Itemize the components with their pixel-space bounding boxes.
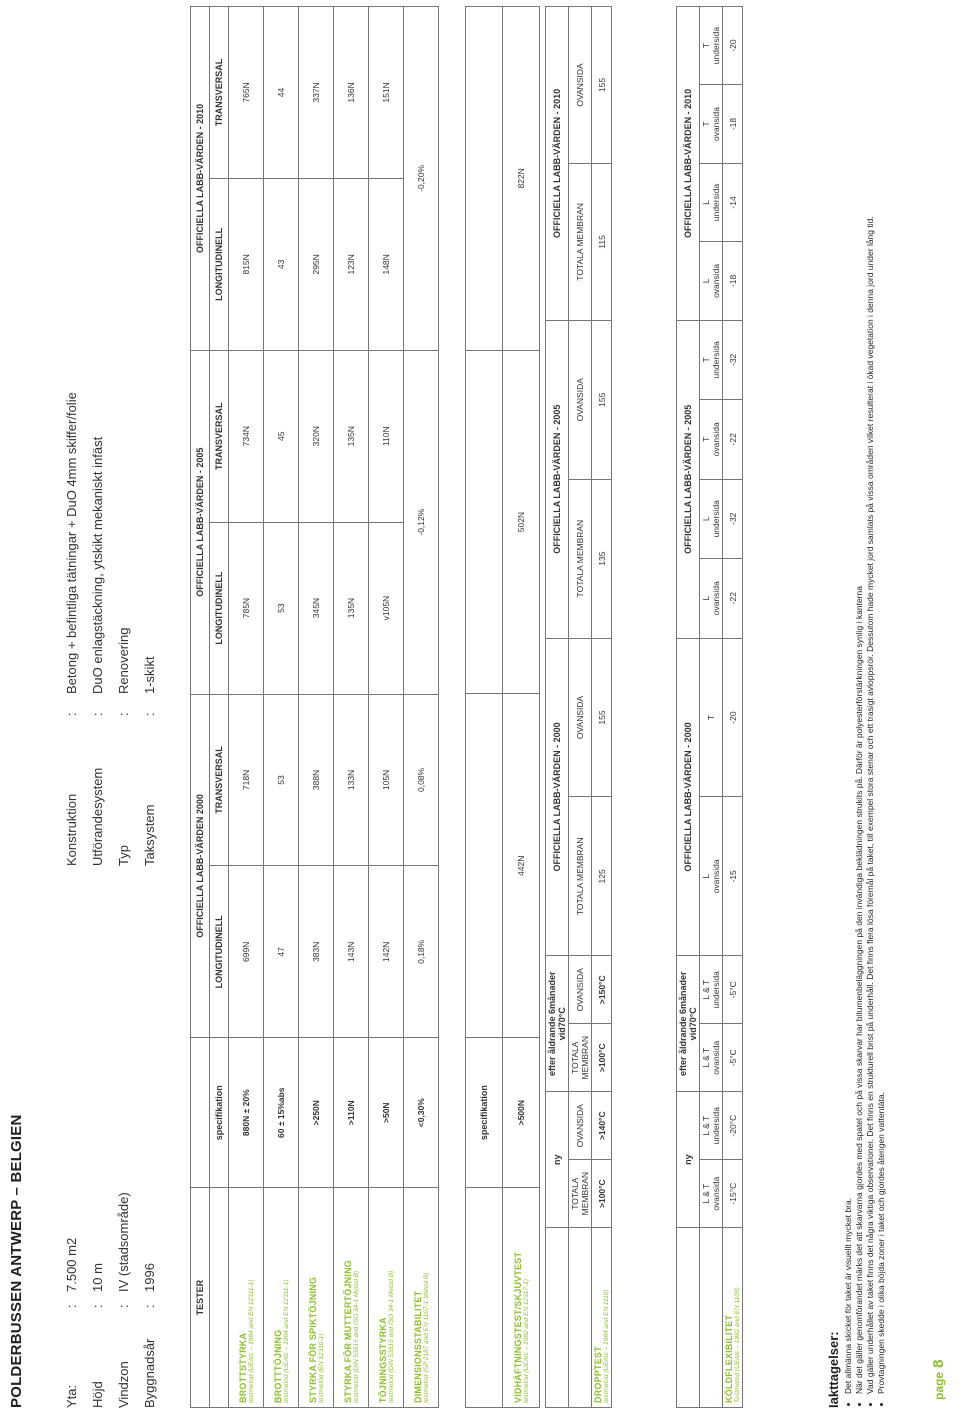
page-title: POLDERBUSSEN ANTWERP – BELGIEN — [8, 1114, 25, 1408]
header-long: LONGITUDINELL — [210, 178, 229, 350]
test-name: BROTTSTYRKA — [237, 1332, 248, 1403]
info-label: Vindzon — [116, 1361, 131, 1408]
cell: 142N — [369, 866, 404, 1038]
cell: -15 — [723, 797, 743, 956]
sub-header — [700, 320, 723, 399]
sub-top: L & T — [701, 1183, 711, 1204]
sub-header: TOTALA MEMBRAN — [569, 163, 592, 320]
test-name: STYRKA FÖR MUTTERTÖJNING — [342, 1260, 353, 1403]
sub-top: L — [701, 516, 711, 522]
test-method: testmetod (UEAtc – 1984 and EN 12311-1) — [282, 1279, 290, 1403]
table-row — [369, 7, 404, 1408]
table-row — [264, 7, 299, 1408]
cell: 155 — [592, 638, 612, 797]
cell: 320N — [299, 350, 334, 522]
test-method: testmetod (DIN 53515 and ISO 34-1 Metod B) — [352, 1270, 360, 1403]
cell: 765N — [229, 7, 264, 179]
header-trans: TRANSVERSAL — [210, 694, 229, 866]
cell: >100°C — [592, 1160, 612, 1228]
test-spec: <0,30% — [404, 1038, 439, 1188]
cell: 110N — [369, 350, 404, 522]
cell: 734N — [229, 350, 264, 522]
sub-top: T — [706, 714, 716, 721]
sub-header: OVANSIDA — [569, 956, 592, 1024]
test-spec: >50N — [369, 1038, 404, 1188]
cell: 388N — [299, 694, 334, 866]
sub-bottom: ovansida — [711, 1040, 721, 1075]
cell: 785N — [229, 522, 264, 694]
test-name: STYRKA FÖR SPIKTÖJNING — [307, 1276, 318, 1403]
info-label: Taksystem — [142, 804, 157, 866]
adhesion-table — [465, 6, 540, 1408]
cell: 699N — [229, 866, 264, 1038]
sub-header — [700, 241, 723, 320]
info-value: IV (stadsområde) — [116, 1192, 131, 1292]
sub-bottom: undersida — [711, 341, 721, 379]
info-value: 7.500 m2 — [64, 1237, 79, 1292]
cell: 136N — [334, 7, 369, 179]
sub-bottom: ovansida — [711, 422, 721, 457]
sub-header — [700, 638, 723, 797]
cell: 383N — [299, 866, 334, 1038]
info-value: Betong + befintliga tätningar + DuO 4mm skiffer/folie — [64, 392, 79, 694]
sub-header: OVANSIDA — [569, 638, 592, 797]
cell: 155 — [592, 7, 612, 164]
cell: -20°C — [723, 1092, 743, 1160]
sub-header: TOTALA MEMBRAN — [569, 1024, 592, 1092]
cell: -32 — [723, 320, 743, 399]
sub-bottom: undersida — [711, 500, 721, 538]
sub-bottom: ovansida — [711, 107, 721, 142]
test-spec: >500N — [503, 1038, 540, 1188]
sub-header — [700, 1024, 723, 1092]
cell: -0,20% — [404, 7, 439, 351]
header-long: LONGITUDINELL — [210, 522, 229, 694]
info-colon: : — [90, 1304, 105, 1308]
cell: 44 — [264, 7, 299, 179]
sub-bottom: ovansida — [711, 581, 721, 616]
sub-header — [700, 558, 723, 638]
cell: 133N — [334, 694, 369, 866]
cell: 337N — [299, 7, 334, 179]
info-label: Konstruktion — [64, 793, 79, 866]
list-item: • När det gäller genomförandet märks det att skarvarna gjordes med spatel och på vissa skarvar har bitumenbeläggningen på den invändiga beklädningen strukits på. Därför är polyesterförstärkningen synlig i kanterna — [854, 8, 865, 1394]
sub-bottom: undersida — [711, 26, 721, 65]
cell: 502N — [503, 350, 540, 694]
header-aged: efter åldrande 6månader vid70°C — [677, 956, 700, 1092]
sub-header — [700, 956, 723, 1024]
sub-header — [700, 85, 723, 164]
cell: 442N — [503, 694, 540, 1038]
cell: 135N — [334, 522, 369, 694]
sub-top: L & T — [701, 1047, 711, 1068]
cell: 47 — [264, 866, 299, 1038]
sub-header: TOTALA MEMBRAN — [569, 479, 592, 638]
info-colon: : — [116, 712, 131, 716]
sub-top: L & T — [701, 979, 711, 1000]
header-ny: ny — [546, 1092, 569, 1228]
cell: -22 — [723, 558, 743, 638]
sub-header: TOTALA MEMBRAN — [569, 1160, 592, 1228]
sub-top: T — [701, 121, 711, 127]
cell: 135N — [334, 350, 369, 522]
test-method: testmetod (UEAtc – 1982 and EN 12317-1) — [522, 1279, 530, 1403]
cell: 0,08% — [404, 694, 439, 866]
cell: 155 — [592, 320, 612, 479]
info-left — [64, 1192, 168, 1408]
cell: 718N — [229, 694, 264, 866]
info-colon: : — [64, 1304, 79, 1308]
test-method: testmetod (EN 12310-1) — [317, 1333, 325, 1403]
header-spec: specifikation — [466, 1038, 503, 1188]
sub-top: L — [701, 278, 711, 284]
table-row — [334, 7, 369, 1408]
header-trans: TRANSVERSAL — [210, 350, 229, 522]
sub-top: T — [701, 436, 711, 442]
header-2010: OFFICIELLA LABB-VÄRDEN - 2010 — [677, 7, 700, 321]
cell: 105N — [369, 694, 404, 866]
header-2005: OFFICIELLA LABB-VÄRDEN - 2005 — [191, 350, 210, 694]
list-item: • Provtagningen skedde i olika böjda zoner i taket och gjordes återigen vattentäta. — [876, 8, 887, 1394]
sub-header: OVANSIDA — [569, 7, 592, 164]
header-spec: specifikation — [210, 1038, 229, 1188]
observations — [826, 8, 887, 1408]
info-label: Höjd — [90, 1381, 105, 1408]
header-2005: OFFICIELLA LABB-VÄRDEN - 2005 — [677, 320, 700, 638]
table-row — [503, 7, 540, 1408]
cell: 115 — [592, 163, 612, 320]
test-method: Testmetod (UEAtc – 1982 and EN 1109) — [734, 1287, 741, 1403]
cell: >140°C — [592, 1092, 612, 1160]
test-spec: >110N — [334, 1038, 369, 1188]
sub-bottom: ovansida — [711, 859, 721, 894]
cell: -20 — [723, 638, 743, 797]
cell: 151N — [369, 7, 404, 179]
cell: 0,18% — [404, 866, 439, 1038]
cell: -15°C — [723, 1160, 743, 1228]
cell: -18 — [723, 241, 743, 320]
cell: >100°C — [592, 1024, 612, 1092]
table-row — [229, 7, 264, 1408]
cell: v105N — [369, 522, 404, 694]
info-colon: : — [142, 712, 157, 716]
cell: -14 — [723, 163, 743, 241]
table-row — [723, 7, 743, 1408]
cold-flex-table — [676, 6, 743, 1408]
sub-header — [700, 797, 723, 956]
header-2000: OFFICIELLA LABB-VÄRDEN 2000 — [191, 694, 210, 1038]
header-trans: TRANSVERSAL — [210, 7, 229, 179]
sub-header: OVANSIDA — [569, 320, 592, 479]
cell: -0,12% — [404, 350, 439, 694]
cell: 345N — [299, 522, 334, 694]
cell: -22 — [723, 399, 743, 479]
header-2010: OFFICIELLA LABB-VÄRDEN - 2010 — [546, 7, 569, 321]
header-long: LONGITUDINELL — [210, 866, 229, 1038]
test-method: testmetod (SP 2187 and EN 1107-1 Metod B) — [422, 1272, 430, 1403]
sub-bottom: ovansida — [711, 1176, 721, 1211]
test-name: DROPPTEST — [593, 1346, 603, 1403]
info-colon: : — [142, 1304, 157, 1308]
sub-bottom: ovansida — [711, 263, 721, 298]
page-number — [930, 1359, 947, 1400]
cell: -5°C — [723, 956, 743, 1024]
table-row — [299, 7, 334, 1408]
test-name: KÖLDFLEXIBILITET — [724, 1314, 734, 1403]
sub-header — [700, 7, 723, 85]
header-tester: TESTER — [191, 1188, 210, 1408]
test-spec: >250N — [299, 1038, 334, 1188]
cell: 135 — [592, 479, 612, 638]
sub-bottom: undersida — [711, 1107, 721, 1145]
sub-bottom: undersida — [711, 971, 721, 1009]
tests-table — [190, 6, 439, 1408]
cell: 53 — [264, 694, 299, 866]
sub-bottom: undersida — [711, 183, 721, 222]
table-row — [592, 7, 612, 1408]
cell: 143N — [334, 866, 369, 1038]
header-2010: OFFICIELLA LABB-VÄRDEN - 2010 — [191, 7, 210, 351]
info-value: 1996 — [142, 1263, 157, 1292]
test-name: VIDHÄFTNINGSTEST/SKJUVTEST — [512, 1251, 523, 1403]
header-aged: efter åldrande 6månader vid70°C — [546, 956, 569, 1092]
test-method: testmetod (DIN 53515 and ISO 34-1 Metod B) — [387, 1270, 395, 1403]
observations-heading: Iakttagelser: — [826, 1331, 841, 1408]
cell: 295N — [299, 178, 334, 350]
cell: 43 — [264, 178, 299, 350]
info-label: Typ — [116, 845, 131, 866]
sub-top: T — [701, 42, 711, 49]
sub-top: L — [701, 200, 711, 205]
sub-top: L — [701, 874, 711, 879]
test-spec: 60 ± 15%abs — [264, 1038, 299, 1188]
info-colon: : — [116, 1304, 131, 1308]
sub-top: L & T — [701, 1115, 711, 1136]
list-item: • Det allmänna skicket för taket är visuellt mycket bra. — [843, 8, 854, 1394]
info-value: 10 m — [90, 1263, 105, 1292]
cell: -5°C — [723, 1024, 743, 1092]
drop-test-table — [545, 6, 612, 1408]
test-method: testmetod (UEAtc – 1984 and EN 12311-1) — [247, 1279, 255, 1403]
test-name: BROTTTÖJNING — [272, 1329, 283, 1403]
cell: >150°C — [592, 956, 612, 1024]
sub-top: T — [701, 357, 711, 363]
header-2000: OFFICIELLA LABB-VÄRDEN - 2000 — [546, 638, 569, 956]
sub-top: L — [701, 595, 711, 601]
cell: 822N — [503, 7, 540, 351]
list-item: • Vad gäller underhållet av taket finns det några viktiga observationer. Det finns en strukturell brist på underhåll. Det finns flera lösa föremål på taket, till exempel stora stenar och ett trasigt avloppsrör. Dessutom hade mycket jord samlats på vissa områden vilket resulterat i ökad vegetation i denna jord under lång tid. — [865, 8, 876, 1394]
cell: 123N — [334, 178, 369, 350]
info-label: Byggnadsår — [142, 1338, 157, 1408]
test-spec: 880N ± 20% — [229, 1038, 264, 1188]
info-value: DuO enlagstäckning, ytskikt mekaniskt infäst — [90, 436, 105, 694]
cell: -18 — [723, 85, 743, 164]
info-value: Renovering — [116, 627, 131, 694]
cell: 45 — [264, 350, 299, 522]
cell: 53 — [264, 522, 299, 694]
test-name: DIMENSIONSSTABILITET — [412, 1290, 423, 1403]
sub-header: TOTALA MEMBRAN — [569, 797, 592, 956]
sub-header — [700, 1092, 723, 1160]
cell: -20 — [723, 7, 743, 85]
sub-header — [700, 163, 723, 241]
test-name: TÖJNINGSSTYRKA — [377, 1317, 388, 1403]
info-colon: : — [64, 712, 79, 716]
sub-header — [700, 479, 723, 558]
info-label: Utförandesystem — [90, 767, 105, 866]
sub-header: OVANSIDA — [569, 1092, 592, 1160]
table-row — [404, 7, 439, 1408]
page-label: page — [932, 1371, 946, 1400]
cell: -32 — [723, 479, 743, 558]
info-right — [64, 392, 168, 866]
sub-header — [700, 399, 723, 479]
test-method: testmetod (UEAtc – 1984 and EN 1110) — [603, 1289, 610, 1403]
cell: 148N — [369, 178, 404, 350]
info-label: Yta: — [64, 1384, 79, 1408]
cell: 125 — [592, 797, 612, 956]
sub-header — [700, 1160, 723, 1228]
cell: 815N — [229, 178, 264, 350]
header-ny: ny — [677, 1092, 700, 1228]
info-colon: : — [90, 712, 105, 716]
header-2000: OFFICIELLA LABB-VÄRDEN - 2000 — [677, 638, 700, 956]
header-2005: OFFICIELLA LABB-VÄRDEN - 2005 — [546, 320, 569, 638]
info-value: 1-skikt — [142, 656, 157, 694]
page-number-value: 8 — [930, 1359, 947, 1368]
